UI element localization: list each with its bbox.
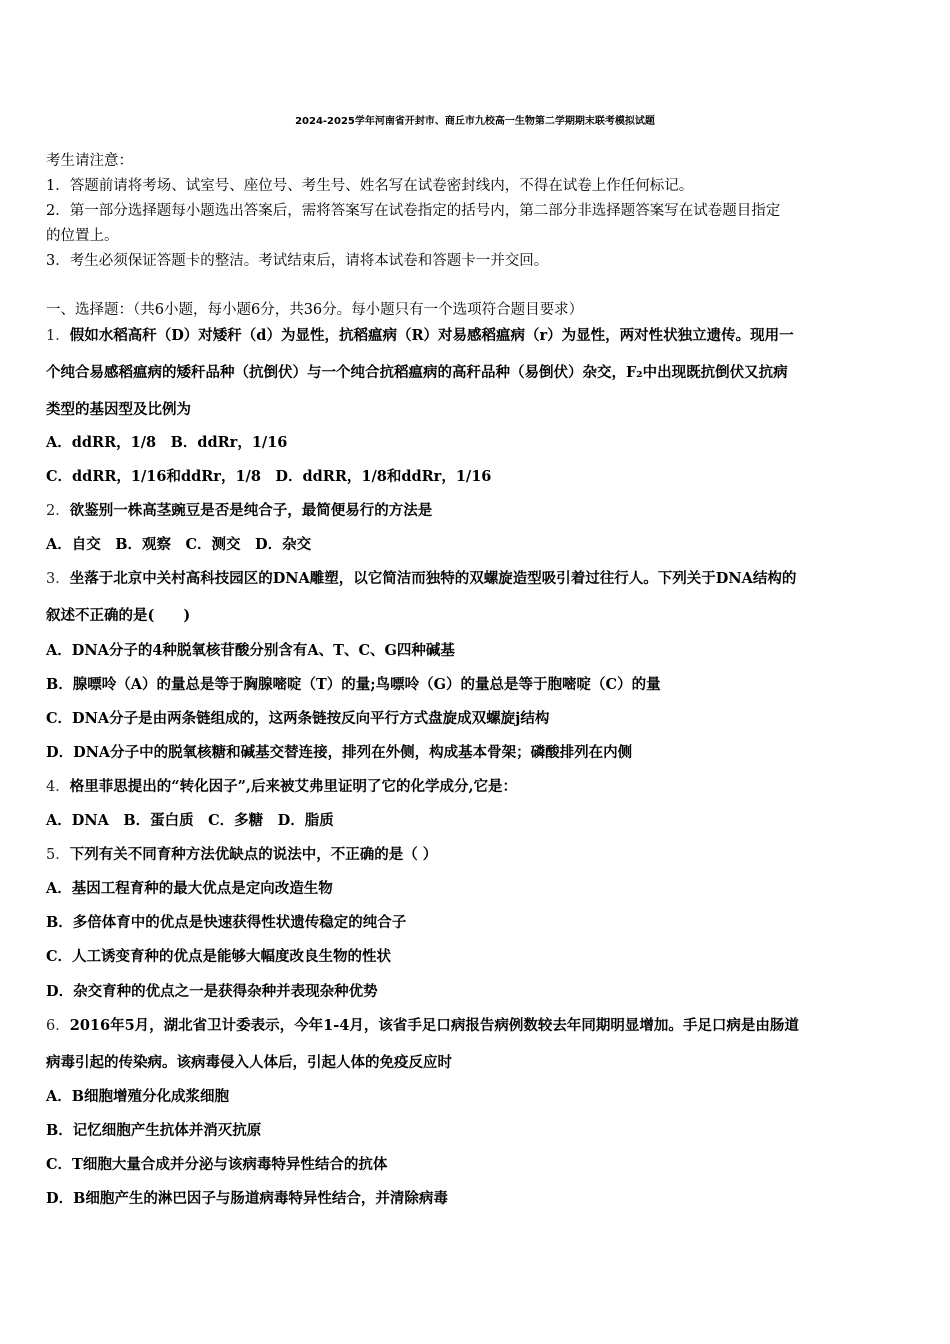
option-line: C．ddRR，1/16和ddRr，1/8 D．ddRR，1/8和ddRr，1/16 bbox=[46, 468, 492, 485]
notice-item: 2．第一部分选择题每小题选出答案后，需将答案写在试卷指定的括号内，第二部分非选择题答案写在试卷题目指定 bbox=[46, 203, 781, 219]
notice-item: 1．答题前请将考场、试室号、座位号、考生号、姓名写在试卷密封线内，不得在试卷上作任何标记。 bbox=[46, 178, 694, 194]
notice-heading: 考生请注意： bbox=[46, 153, 133, 169]
option-line: C．T细胞大量合成并分泌与该病毒特异性结合的抗体 bbox=[46, 1156, 388, 1173]
section-heading: 一、选择题：（共6小题，每小题6分，共36分。每小题只有一个选项符合题目要求） bbox=[46, 302, 584, 318]
question-text: 类型的基因型及比例为 bbox=[46, 401, 191, 418]
question-text: 叙述不正确的是( ) bbox=[46, 607, 191, 624]
option-line: B．记忆细胞产生抗体并消灭抗原 bbox=[46, 1122, 262, 1139]
page-title: 2024-2025学年河南省开封市、商丘市九校高一生物第二学期期末联考模拟试题 bbox=[295, 116, 655, 127]
question-number: 2． bbox=[46, 503, 70, 519]
question-4 bbox=[46, 778, 517, 796]
question-text: 格里菲思提出的“转化因子”,后来被艾弗里证明了它的化学成分,它是： bbox=[69, 778, 518, 795]
option-line: D．杂交育种的优点之一是获得杂种并表现杂种优势 bbox=[46, 983, 378, 1000]
question-text: 病毒引起的传染病。该病毒侵入人体后，引起人体的免疫反应时 bbox=[46, 1054, 452, 1071]
question-number: 4． bbox=[46, 779, 70, 795]
question-text: 个纯合易感稻瘟病的矮秆品种（抗倒伏）与一个纯合抗稻瘟病的高秆品种（易倒伏）杂交，F₂中出现既抗倒伏又抗病 bbox=[46, 364, 788, 381]
question-6 bbox=[46, 1017, 799, 1035]
option-line: B．腺嘌呤（A）的量总是等于胸腺嘧啶（T）的量;鸟嘌呤（G）的量总是等于胞嘧啶（C）的量 bbox=[46, 676, 661, 693]
notice-item: 3．考生必须保证答题卡的整洁。考试结束后，请将本试卷和答题卡一并交回。 bbox=[46, 253, 549, 269]
question-number: 6． bbox=[46, 1018, 70, 1034]
option-line: A．DNA分子的4种脱氧核苷酸分别含有A、T、C、G四种碱基 bbox=[46, 642, 455, 659]
option-line: C．DNA分子是由两条链组成的，这两条链按反向平行方式盘旋成双螺旋j结构 bbox=[46, 710, 550, 727]
question-3 bbox=[46, 570, 796, 588]
option-line: A．基因工程育种的最大优点是定向改造生物 bbox=[46, 880, 333, 897]
option-line: D．DNA分子中的脱氧核糖和碱基交替连接，排列在外侧，构成基本骨架；磷酸排列在内侧 bbox=[46, 744, 633, 761]
question-number: 5． bbox=[46, 847, 70, 863]
question-number: 1． bbox=[46, 328, 70, 344]
notice-item: 的位置上。 bbox=[46, 228, 119, 244]
question-text: 2016年5月，湖北省卫计委表示，今年1-4月，该省手足口病报告病例数较去年同期明显增加。手足口病是由肠道 bbox=[69, 1017, 799, 1034]
question-text: 假如水稻高秆（D）对矮秆（d）为显性，抗稻瘟病（R）对易感稻瘟病（r）为显性，两对性状独立遗传。现用一 bbox=[69, 327, 794, 344]
question-5 bbox=[46, 846, 437, 864]
option-line: B．多倍体育中的优点是快速获得性状遗传稳定的纯合子 bbox=[46, 914, 407, 931]
option-line: C．人工诱变育种的优点是能够大幅度改良生物的性状 bbox=[46, 948, 392, 965]
option-line: A．DNA B．蛋白质 C．多糖 D．脂质 bbox=[46, 812, 334, 829]
question-2 bbox=[46, 502, 432, 520]
option-line: A．B细胞增殖分化成浆细胞 bbox=[46, 1088, 230, 1105]
question-1 bbox=[46, 327, 794, 345]
option-line: A．ddRR，1/8 B．ddRr，1/16 bbox=[46, 434, 288, 451]
option-line: D．B细胞产生的淋巴因子与肠道病毒特异性结合，并清除病毒 bbox=[46, 1190, 448, 1207]
question-number: 3． bbox=[46, 571, 70, 587]
question-text: 下列有关不同育种方法优缺点的说法中，不正确的是（ ） bbox=[69, 846, 438, 863]
question-text: 欲鉴别一株高茎豌豆是否是纯合子，最简便易行的方法是 bbox=[69, 502, 433, 519]
question-text: 坐落于北京中关村高科技园区的DNA雕塑，以它简洁而独特的双螺旋造型吸引着过往行人。下列关于DNA结构的 bbox=[69, 570, 797, 587]
option-line: A．自交 B．观察 C．测交 D．杂交 bbox=[46, 536, 312, 553]
